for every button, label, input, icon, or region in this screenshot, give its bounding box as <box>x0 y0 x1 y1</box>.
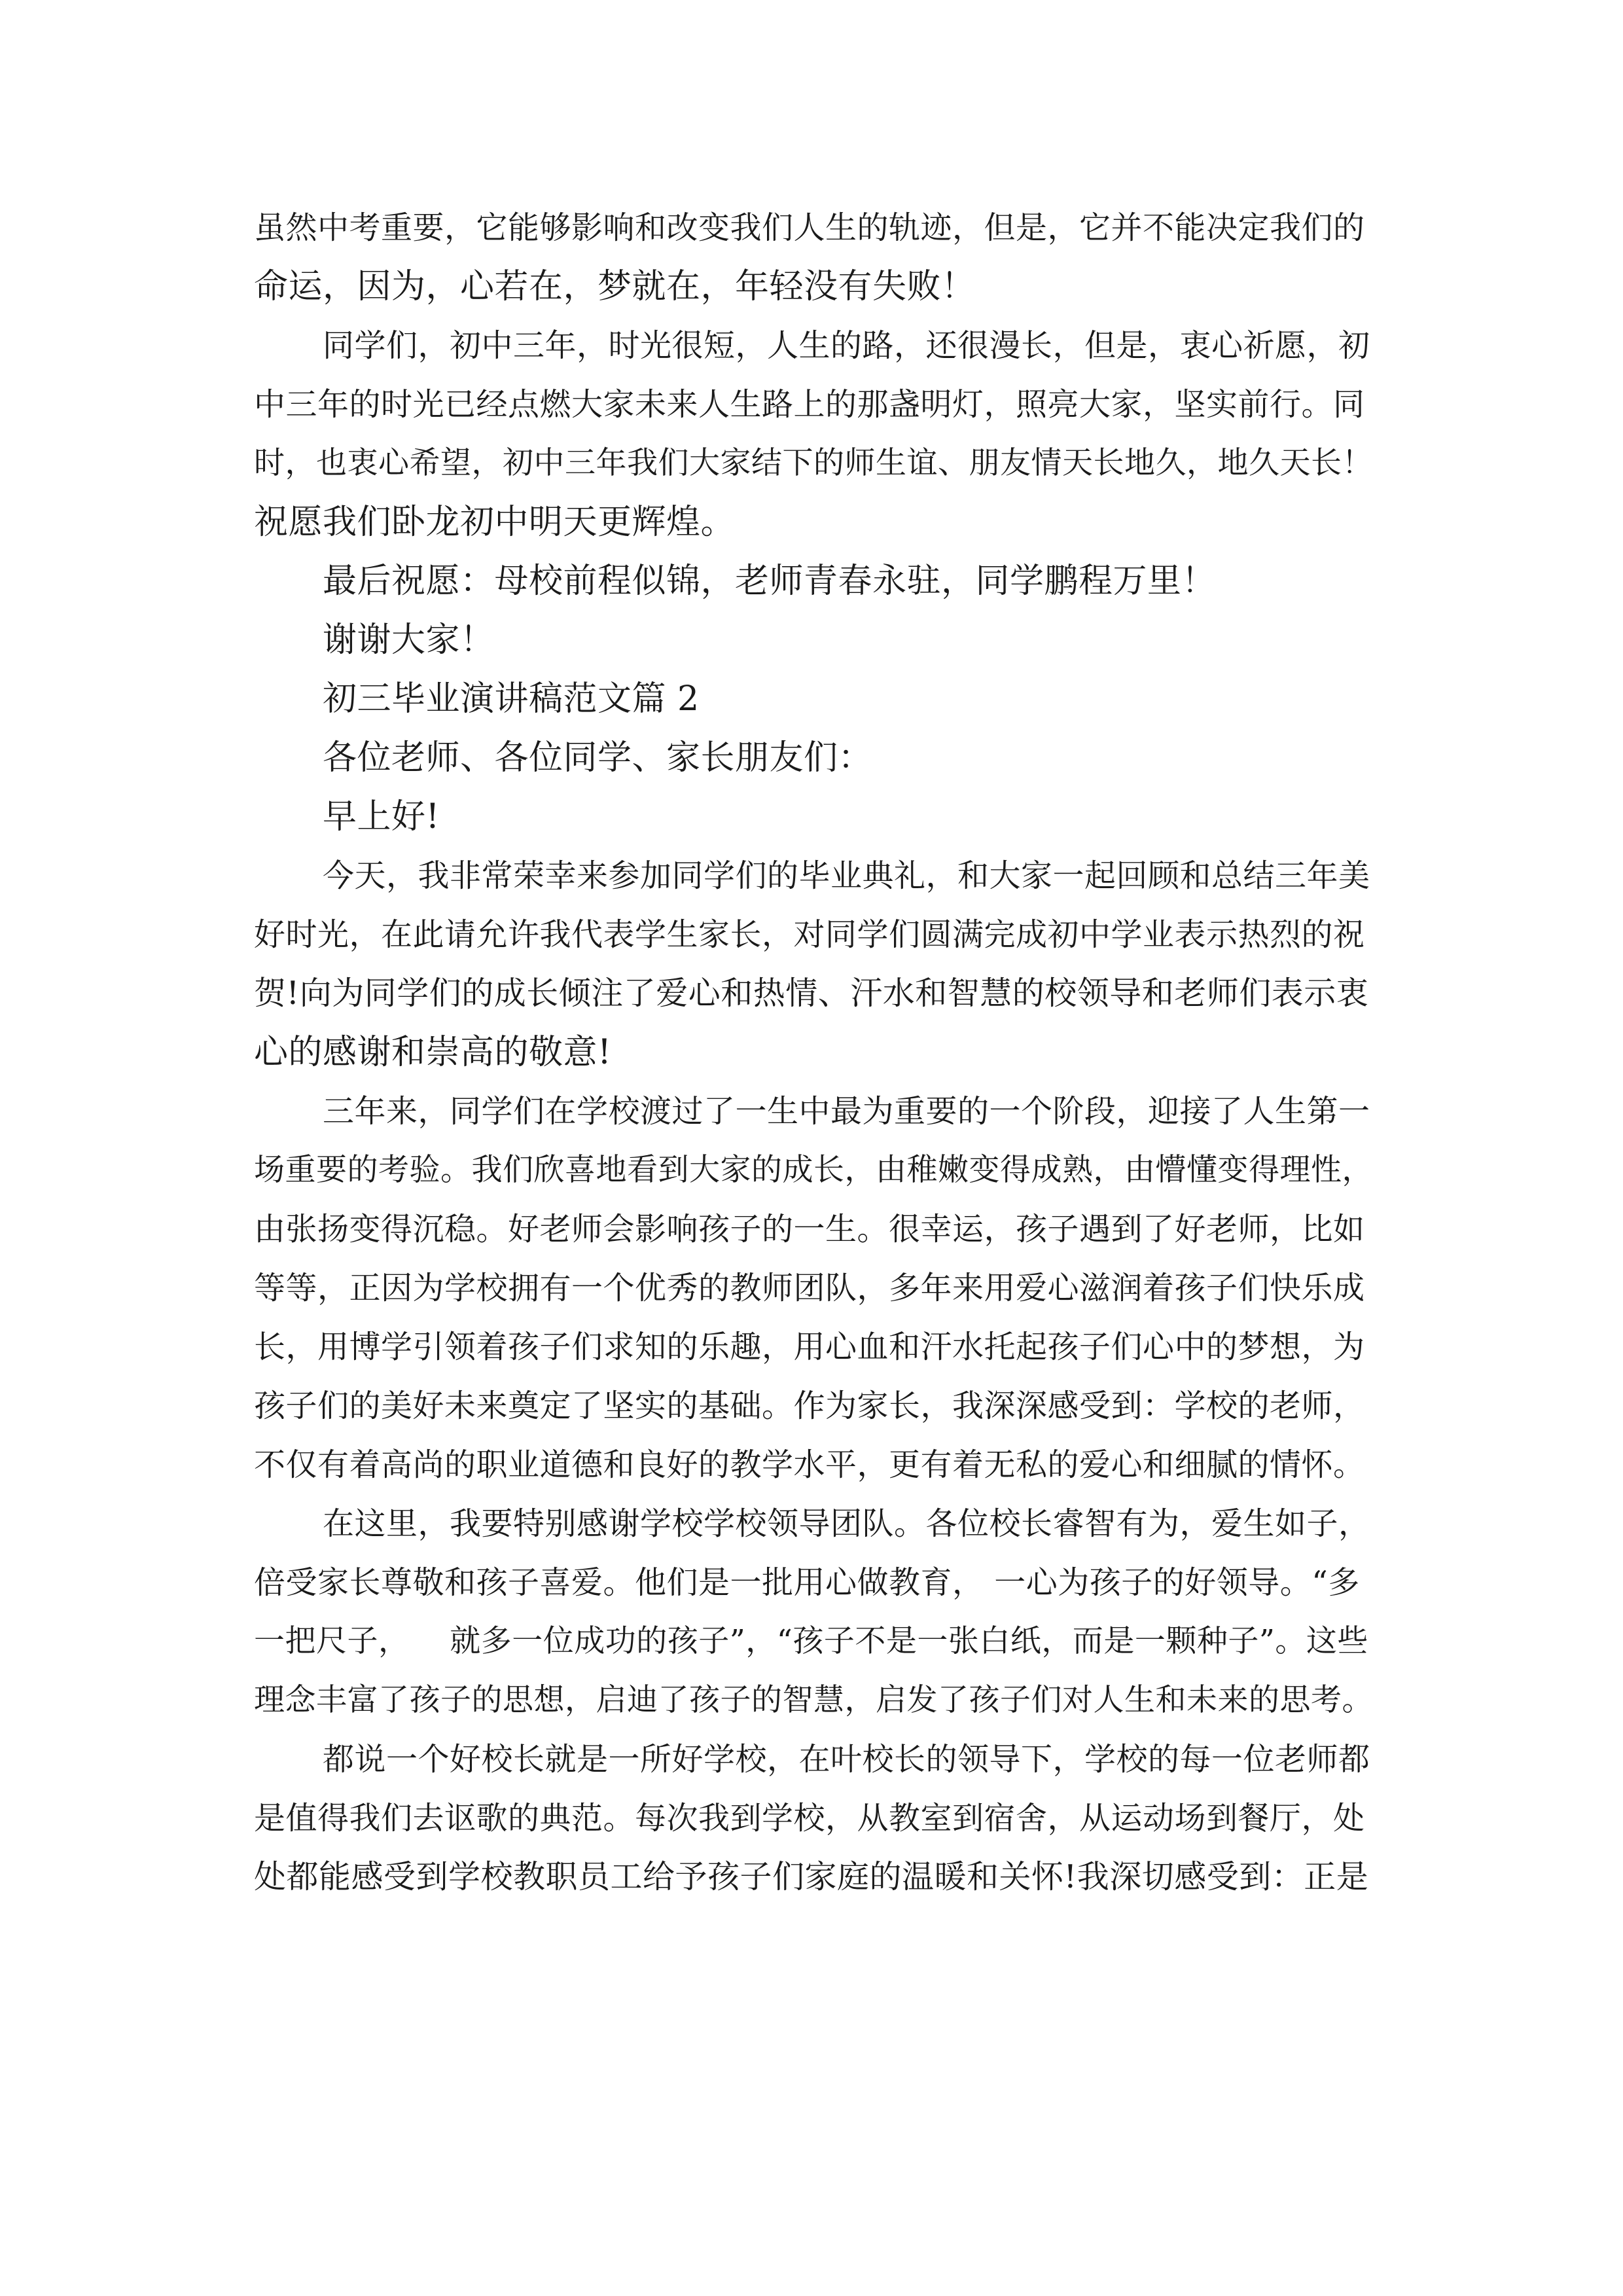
text-line: 今天，我非常荣幸来参加同学们的毕业典礼，和大家一起回顾和总结三年美 <box>323 857 1370 894</box>
text-line: 好时光，在此请允许我代表学生家长，对同学们圆满完成初中学业表示热烈的祝 <box>254 916 1365 953</box>
text-line: 不仅有着高尚的职业道德和良好的教学水平，更有着无私的爱心和细腻的情怀。 <box>254 1446 1365 1483</box>
text-line: 时，也衷心希望，初中三年我们大家结下的师生谊、朋友情天长地久，地久天长！ <box>254 445 1373 481</box>
text-line: 谢谢大家！ <box>323 620 495 660</box>
text-line: 贺!向为同学们的成长倾注了爱心和热情、汗水和智慧的校领导和老师们表示衷 <box>254 975 1369 1012</box>
text-line: 心的感谢和崇高的敬意! <box>254 1033 612 1072</box>
text-line: 场重要的考验。我们欣喜地看到大家的成长，由稚嫩变得成熟，由懵懂变得理性， <box>254 1152 1373 1188</box>
text-line: 由张扬变得沉稳。好老师会影响孩子的一生。很幸运，孩子遇到了好老师，比如 <box>254 1211 1365 1247</box>
text-line: 处都能感受到学校教职员工给予孩子们家庭的温暖和关怀!我深切感受到：正是 <box>254 1858 1369 1895</box>
section-heading: 初三毕业演讲稿范文篇 2 <box>323 679 700 719</box>
text-line: 祝愿我们卧龙初中明天更辉煌。 <box>254 503 736 542</box>
text-line: 一把尺子， 就多一位成功的孩子”，“孩子不是一张白纸，而是一颗种子”。这些 <box>254 1623 1368 1659</box>
text-line: 倍受家长尊敬和孩子喜爱。他们是一批用心做教育， 一心为孩子的好领导。“多 <box>254 1564 1360 1601</box>
text-line: 等等，正因为学校拥有一个优秀的教师团队，多年来用爱心滋润着孩子们快乐成 <box>254 1270 1365 1306</box>
text-line: 孩子们的美好未来奠定了坚实的基础。作为家长，我深深感受到：学校的老师， <box>254 1388 1365 1424</box>
text-line: 中三年的时光已经点燃大家未来人生路上的那盏明灯，照亮大家，坚实前行。同 <box>254 386 1365 423</box>
text-line: 都说一个好校长就是一所好学校，在叶校长的领导下，学校的每一位老师都 <box>323 1741 1370 1778</box>
text-line: 是值得我们去讴歌的典范。每次我到学校，从教室到宿舍，从运动场到餐厅，处 <box>254 1800 1365 1837</box>
salutation: 各位老师、各位同学、家长朋友们： <box>323 738 873 778</box>
text-line: 长，用博学引领着孩子们求知的乐趣，用心血和汗水托起孩子们心中的梦想，为 <box>254 1329 1365 1365</box>
text-line: 虽然中考重要，它能够影响和改变我们人生的轨迹，但是，它并不能决定我们的 <box>254 209 1365 246</box>
text-line: 理念丰富了孩子的思想，启迪了孩子的智慧，启发了孩子们对人生和未来的思考。 <box>254 1682 1373 1718</box>
text-line: 在这里，我要特别感谢学校学校领导团队。各位校长睿智有为，爱生如子， <box>323 1505 1370 1542</box>
greeting: 早上好! <box>323 797 440 836</box>
text-line: 三年来，同学们在学校渡过了一生中最为重要的一个阶段，迎接了人生第一 <box>323 1093 1370 1130</box>
text-line: 最后祝愿：母校前程似锦，老师青春永驻，同学鹏程万里！ <box>323 562 1217 601</box>
text-line: 同学们，初中三年，时光很短，人生的路，还很漫长，但是，衷心祈愿，初 <box>323 327 1370 364</box>
text-line: 命运，因为，心若在，梦就在，年轻没有失败！ <box>254 267 976 306</box>
